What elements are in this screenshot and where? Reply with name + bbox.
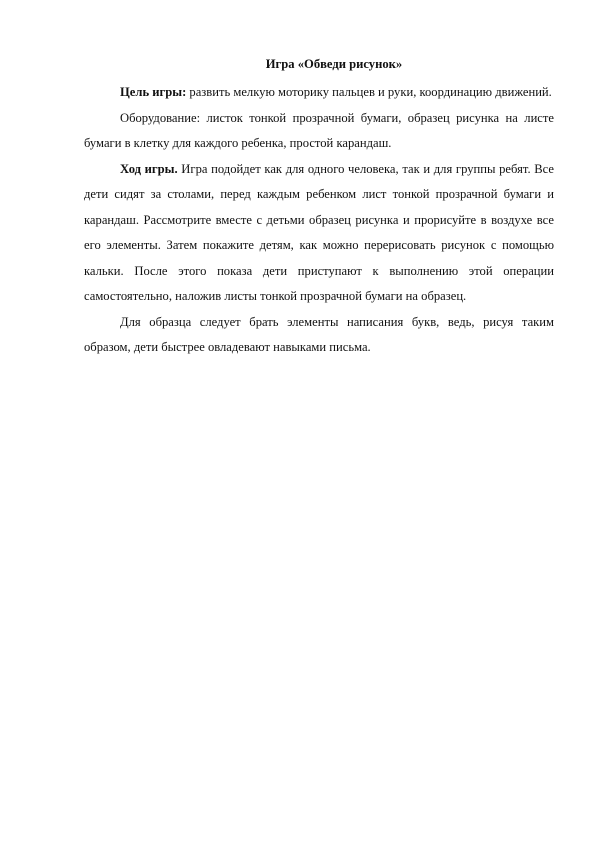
document-body [84,52,554,361]
paragraph-text: Для образца следует брать элементы написания букв, ведь, рисуя таким образом, дети быстрее овладевают навыками письма. [84,314,554,354]
paragraph-procedure [84,157,554,310]
paragraph-equipment [84,106,554,157]
paragraph-text: Оборудование: листок тонкой прозрачной бумаги, образец рисунка на листе бумаги в клетку для каждого ребенка, простой карандаш. [84,110,554,150]
paragraph-note [84,310,554,361]
paragraph-goal [84,80,554,106]
paragraph-text: развить мелкую моторику пальцев и руки, координацию движений. [186,85,552,99]
paragraph-lead: Цель игры: [120,85,187,99]
document-title: Игра «Обведи рисунок» [265,57,403,71]
paragraph-text: Игра подойдет как для одного человека, так и для группы ребят. Все дети сидят за столами, перед каждым ребенком лист тонкой прозрачной бумаги и карандаш. Рассмотрите вместе с детьми образец рисунка и прорисуйте в воздухе все его элементы. Затем покажите детям, как можно перерисовать рисунок с помощью кальки. После этого показа дети приступают к выполнению этой операции самостоятельно, наложив листы тонкой прозрачной бумаги на образец. [84,161,554,303]
paragraph-lead: Ход игры. [120,161,178,176]
